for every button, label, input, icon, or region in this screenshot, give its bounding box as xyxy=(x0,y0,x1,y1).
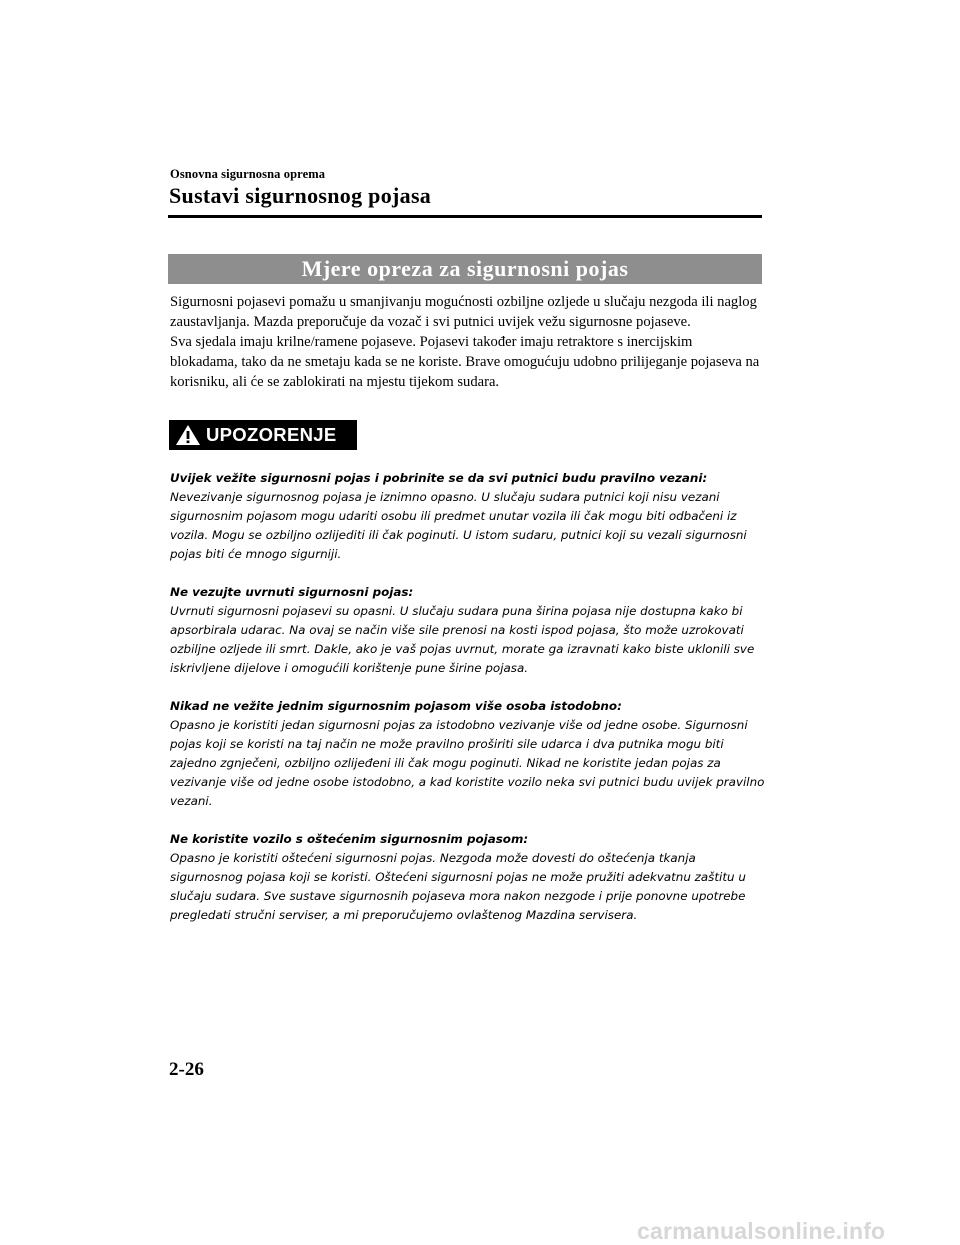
warning-body: Opasno je koristiti jedan sigurnosni pojas za istodobno vezivanje više od jedne osobe. Sigurnosni pojas koji se koristi na taj način ne može pravilno proširiti sile udarca i dva putnika mogu biti zajedno zgnječeni, ozbiljno ozlijeđeni ili čak mogu poginuti. Nikad ne koristite jedan pojas za vezivanje više od jedne osobe istodobno, a kad koristite vozilo neka svi putnici budu uvijek pravilno vezani. xyxy=(170,718,765,808)
intro-text xyxy=(170,292,760,392)
section-label: Osnovna sigurnosna oprema xyxy=(170,167,326,181)
warning-item xyxy=(170,697,765,811)
warning-body: Nevezivanje sigurnosnog pojasa je iznimno opasno. U slučaju sudara putnici koji nisu vezani sigurnosnim pojasom mogu udariti osobu ili predmet unutar vozila ili čak mogu biti odbačeni iz vozila. Mogu se ozbiljno ozlijediti ili čak poginuti. U istom sudaru, putnici koji su vezali sigurnosni pojas biti će mnogo sigurniji. xyxy=(170,490,747,561)
page-number: 2-26 xyxy=(169,1059,204,1080)
warning-body: Uvrnuti sigurnosni pojasevi su opasni. U slučaju sudara puna širina pojasa nije dostupna kako bi apsorbirala udarac. Na ovaj se način više sile prenosi na kosti ispod pojasa, što može uzrokovati ozbiljne ozljede ili smrt. Dakle, ako je vaš pojas uvrnut, morate ga izravnati kako biste uklonili sve iskrivljene dijelove i omogućili korištenje pune širine pojasa. xyxy=(170,604,755,675)
section-banner: Mjere opreza za sigurnosni pojas xyxy=(168,254,762,284)
warnings-list xyxy=(170,469,765,944)
warning-heading: Nikad ne vežite jednim sigurnosnim pojasom više osoba istodobno: xyxy=(170,699,622,713)
warning-label: UPOZORENJE xyxy=(206,424,337,445)
warning-body: Opasno je koristiti oštećeni sigurnosni pojas. Nezgoda može dovesti do oštećenja tkanja sigurnosnog pojasa koji se koristi. Oštećeni sigurnosni pojas ne može pružiti adekvatnu zaštitu u slučaju sudara. Sve sustave sigurnosnih pojaseva mora nakon nezgode i prije ponovne upotrebe pregledati stručni serviser, a mi preporučujemo ovlaštenog Mazdina servisera. xyxy=(170,851,746,922)
warning-triangle-icon xyxy=(175,424,201,446)
warning-badge xyxy=(169,420,357,450)
warning-item xyxy=(170,469,765,564)
warning-heading: Uvijek vežite sigurnosni pojas i pobrinite se da svi putnici budu pravilno vezani: xyxy=(170,471,708,485)
warning-heading: Ne koristite vozilo s oštećenim sigurnosnim pojasom: xyxy=(170,832,529,846)
watermark: carmanualsonline.info xyxy=(637,1218,886,1244)
chapter-title: Sustavi sigurnosnog pojasa xyxy=(169,183,432,208)
warning-item xyxy=(170,830,765,925)
warning-item xyxy=(170,583,765,678)
title-divider xyxy=(168,215,762,218)
warning-heading: Ne vezujte uvrnuti sigurnosni pojas: xyxy=(170,585,414,599)
intro-paragraph: Sigurnosni pojasevi pomažu u smanjivanju mogućnosti ozbiljne ozljede u slučaju nezgoda ili naglog zaustavljanja. Mazda preporučuje da vozač i svi putnici uvijek vežu sigurnosne pojaseve. xyxy=(170,294,757,330)
intro-paragraph: Sva sjedala imaju krilne/ramene pojaseve. Pojasevi također imaju retraktore s inercijskim blokadama, tako da ne smetaju kada se ne koriste. Brave omogućuju udobno prilijeganje pojaseva na korisniku, ali će se zablokirati na mjestu tijekom sudara. xyxy=(170,334,760,390)
